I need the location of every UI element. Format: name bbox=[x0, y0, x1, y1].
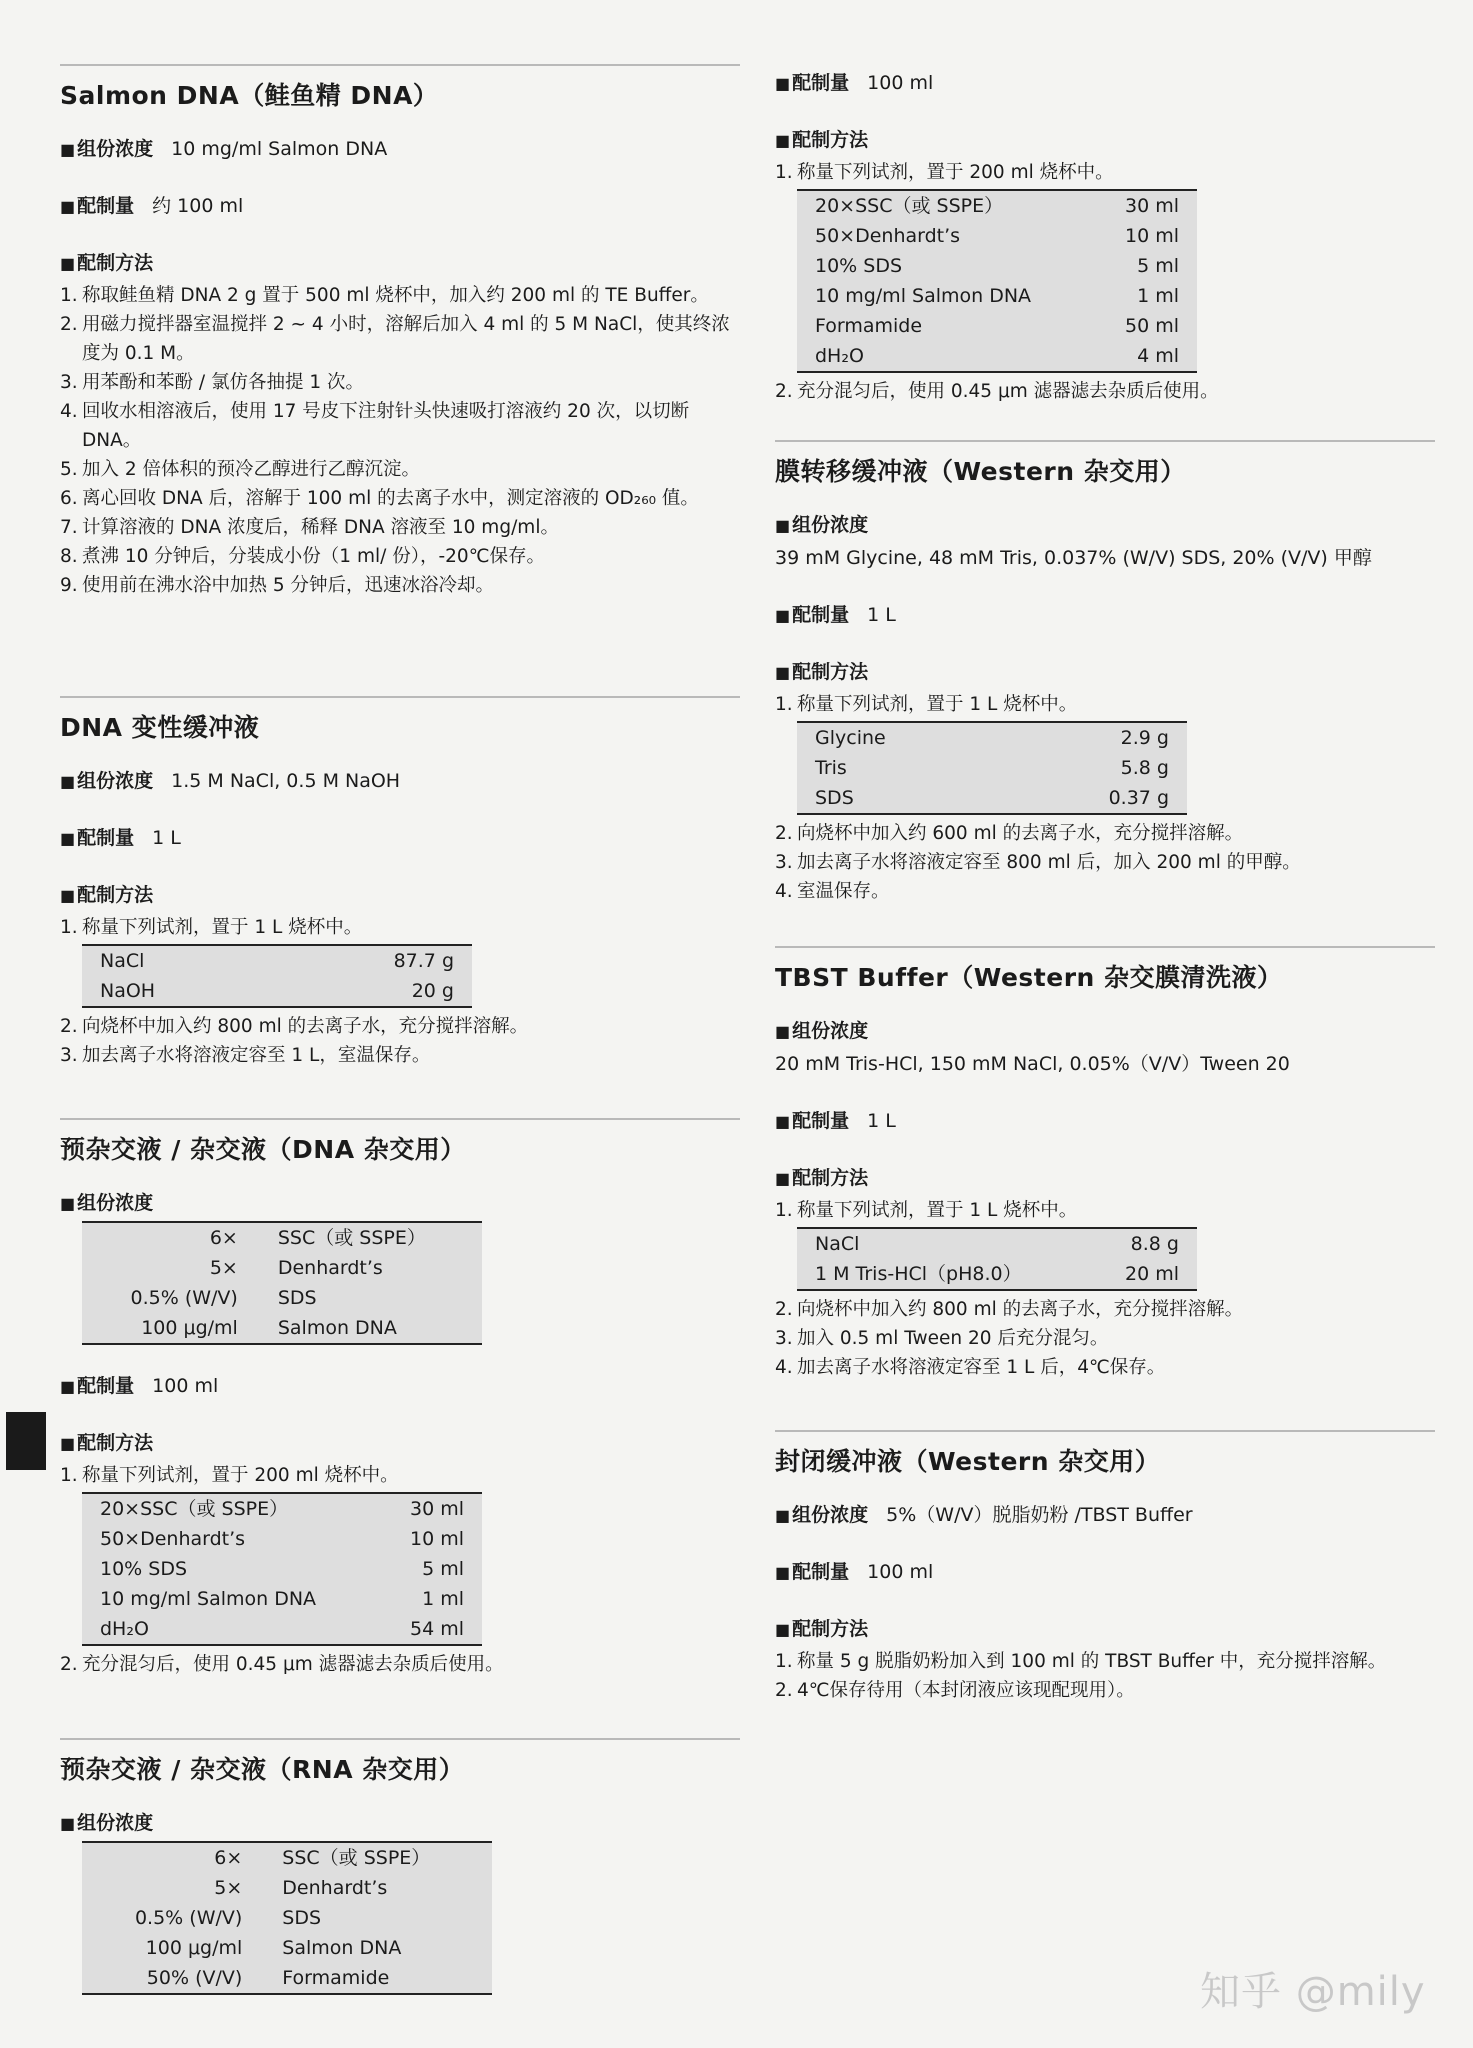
method-steps bbox=[60, 913, 740, 942]
list-item: 3. 用苯酚和苯酚 / 氯仿各抽提 1 次。 bbox=[60, 372, 365, 393]
method-label: ■ 配制方法 bbox=[60, 1428, 740, 1455]
list-item: 1. 称量下列试剂，置于 1 L 烧杯中。 bbox=[775, 1200, 1078, 1221]
list-item: 1. 称量下列试剂，置于 200 ml 烧杯中。 bbox=[60, 1465, 399, 1486]
method-label: ■ 配制方法 bbox=[60, 880, 740, 907]
method-steps-cont bbox=[60, 1012, 740, 1070]
composition-table bbox=[82, 1841, 492, 1995]
section-salmon-dna bbox=[60, 64, 740, 600]
table-row: dH₂O 4 ml bbox=[815, 345, 1179, 367]
conc-value: 20 mM Tris-HCl, 150 mM NaCl, 0.05%（V/V）Tween 20 bbox=[775, 1053, 1290, 1075]
divider bbox=[775, 1430, 1435, 1432]
conc-value: 39 mM Glycine, 48 mM Tris, 0.037% (W/V) SDS, 20% (V/V) 甲醇 bbox=[775, 547, 1372, 569]
table-row: 0.5% (W/V) SDS bbox=[130, 1287, 317, 1309]
section-title: 封闭缓冲液（Western 杂交用） bbox=[775, 1447, 1161, 1476]
list-item: 1. 称量下列试剂，置于 1 L 烧杯中。 bbox=[60, 917, 363, 938]
method-steps bbox=[60, 281, 740, 600]
table-row: 1 M Tris-HCl（pH8.0） 20 ml bbox=[815, 1263, 1179, 1285]
method-steps bbox=[775, 690, 1435, 719]
list-item: 5. 加入 2 倍体积的预冷乙醇进行乙醇沉淀。 bbox=[60, 459, 421, 480]
reagent-table bbox=[797, 721, 1187, 815]
method-steps-cont bbox=[60, 1650, 740, 1679]
list-item: 4. 回收水相溶液后，使用 17 号皮下注射针头快速吸打溶液约 20 次，以切断 DNA。 bbox=[60, 401, 690, 451]
reagent-table bbox=[82, 944, 472, 1008]
method-steps bbox=[60, 1461, 740, 1490]
section-dna-denaturation bbox=[60, 696, 740, 1070]
table-row: 6× SSC（或 SSPE） bbox=[209, 1227, 426, 1249]
watermark: 知乎 @mily bbox=[1200, 1969, 1426, 2015]
list-item: 2. 向烧杯中加入约 800 ml 的去离子水，充分搅拌溶解。 bbox=[60, 1016, 529, 1037]
section-prehyb-dna bbox=[60, 1118, 740, 1679]
volume-field: ■ 配制量 约 100 ml bbox=[60, 191, 740, 218]
list-item: 3. 加去离子水将溶液定容至 1 L，室温保存。 bbox=[60, 1045, 431, 1066]
list-item: 4. 室温保存。 bbox=[775, 881, 890, 902]
list-item: 2. 4℃保存待用（本封闭液应该现配现用）。 bbox=[775, 1680, 1135, 1701]
table-row: NaCl 87.7 g bbox=[100, 950, 454, 972]
conc-field: ■ 组份浓度 10 mg/ml Salmon DNA bbox=[60, 134, 740, 161]
conc-field: ■ 组份浓度 5%（W/V）脱脂奶粉 /TBST Buffer bbox=[775, 1500, 1435, 1527]
list-item: 1. 称量下列试剂，置于 1 L 烧杯中。 bbox=[775, 694, 1078, 715]
table-row: Formamide 50 ml bbox=[815, 315, 1179, 337]
list-item: 2. 充分混匀后，使用 0.45 μm 滤器滤去杂质后使用。 bbox=[60, 1654, 504, 1675]
table-row: 6× SSC（或 SSPE） bbox=[214, 1847, 431, 1869]
volume-field: ■ 配制量 1 L bbox=[60, 823, 740, 850]
conc-field: ■ 组份浓度 1.5 M NaCl, 0.5 M NaOH bbox=[60, 766, 740, 793]
divider bbox=[775, 440, 1435, 442]
table-row: NaOH 20 g bbox=[100, 980, 454, 1002]
table-row: 10 mg/ml Salmon DNA 1 ml bbox=[815, 285, 1179, 307]
section-title: 预杂交液 / 杂交液（DNA 杂交用） bbox=[60, 1135, 466, 1164]
section-title: 膜转移缓冲液（Western 杂交用） bbox=[775, 457, 1186, 486]
conc-label: ■ 组份浓度 bbox=[775, 1016, 1435, 1043]
table-row: Glycine 2.9 g bbox=[815, 727, 1169, 749]
section-transfer-buffer bbox=[775, 440, 1435, 906]
composition-table bbox=[82, 1221, 482, 1345]
divider bbox=[60, 1118, 740, 1120]
method-label: ■ 配制方法 bbox=[775, 1614, 1435, 1641]
table-row: 5× Denhardt’s bbox=[214, 1877, 388, 1899]
conc-label: ■ 组份浓度 bbox=[60, 1188, 740, 1215]
table-row: 0.5% (W/V) SDS bbox=[134, 1907, 322, 1929]
method-steps-cont bbox=[775, 1295, 1435, 1382]
list-item: 9. 使用前在沸水浴中加热 5 分钟后，迅速冰浴冷却。 bbox=[60, 575, 495, 596]
method-label: ■ 配制方法 bbox=[60, 248, 740, 275]
list-item: 1. 称取鲑鱼精 DNA 2 g 置于 500 ml 烧杯中，加入约 200 ml 的 TE Buffer。 bbox=[60, 285, 709, 306]
table-row: NaCl 8.8 g bbox=[815, 1233, 1179, 1255]
method-label: ■ 配制方法 bbox=[775, 657, 1435, 684]
table-row: 100 μg/ml Salmon DNA bbox=[145, 1937, 402, 1959]
table-row: 20×SSC（或 SSPE） 30 ml bbox=[815, 195, 1179, 217]
list-item: 3. 加去离子水将溶液定容至 800 ml 后，加入 200 ml 的甲醇。 bbox=[775, 852, 1301, 873]
section-prehyb-rna-cont bbox=[775, 68, 1435, 406]
table-row: Tris 5.8 g bbox=[815, 757, 1169, 779]
table-row: SDS 0.37 g bbox=[815, 787, 1169, 809]
side-index-tab bbox=[6, 1412, 46, 1470]
volume-field: ■ 配制量 1 L bbox=[775, 1106, 1435, 1133]
table-row: 50% (V/V) Formamide bbox=[146, 1967, 390, 1989]
volume-field: ■ 配制量 1 L bbox=[775, 600, 1435, 627]
table-row: 50×Denhardt’s 10 ml bbox=[815, 225, 1179, 247]
section-blocking-buffer bbox=[775, 1430, 1435, 1705]
table-row: 10% SDS 5 ml bbox=[815, 255, 1179, 277]
method-steps-cont bbox=[775, 819, 1435, 906]
list-item: 8. 煮沸 10 分钟后，分装成小份（1 ml/ 份），-20℃保存。 bbox=[60, 546, 545, 567]
table-row: 100 μg/ml Salmon DNA bbox=[141, 1317, 397, 1339]
section-tbst-buffer bbox=[775, 946, 1435, 1382]
divider bbox=[60, 696, 740, 698]
volume-field: ■ 配制量 100 ml bbox=[60, 1371, 740, 1398]
table-row: 50×Denhardt’s 10 ml bbox=[100, 1528, 464, 1550]
table-row: dH₂O 54 ml bbox=[100, 1618, 464, 1640]
section-title: Salmon DNA（鲑鱼精 DNA） bbox=[60, 81, 439, 110]
list-item: 1. 称量下列试剂，置于 200 ml 烧杯中。 bbox=[775, 162, 1114, 183]
list-item: 2. 用磁力搅拌器室温搅拌 2 ~ 4 小时，溶解后加入 4 ml 的 5 M NaCl，使其终浓度为 0.1 M。 bbox=[60, 314, 730, 364]
reagent-table bbox=[797, 189, 1197, 373]
divider bbox=[60, 1738, 740, 1740]
method-steps bbox=[775, 158, 1435, 187]
section-title: DNA 变性缓冲液 bbox=[60, 713, 260, 742]
reagent-table bbox=[797, 1227, 1197, 1291]
table-row: 10% SDS 5 ml bbox=[100, 1558, 464, 1580]
list-item: 4. 加去离子水将溶液定容至 1 L 后，4℃保存。 bbox=[775, 1357, 1166, 1378]
table-row: 5× Denhardt’s bbox=[209, 1257, 383, 1279]
list-item: 1. 称量 5 g 脱脂奶粉加入到 100 ml 的 TBST Buffer 中，充分搅拌溶解。 bbox=[775, 1651, 1387, 1672]
list-item: 2. 向烧杯中加入约 800 ml 的去离子水，充分搅拌溶解。 bbox=[775, 1299, 1244, 1320]
section-title: 预杂交液 / 杂交液（RNA 杂交用） bbox=[60, 1755, 465, 1784]
method-label: ■ 配制方法 bbox=[775, 125, 1435, 152]
table-row: 20×SSC（或 SSPE） 30 ml bbox=[100, 1498, 464, 1520]
divider bbox=[60, 64, 740, 66]
reagent-table bbox=[82, 1492, 482, 1646]
conc-label: ■ 组份浓度 bbox=[60, 1808, 740, 1835]
section-title: TBST Buffer（Western 杂交膜清洗液） bbox=[775, 963, 1283, 992]
volume-field: ■ 配制量 100 ml bbox=[775, 68, 1435, 95]
method-steps bbox=[775, 1196, 1435, 1225]
method-label: ■ 配制方法 bbox=[775, 1163, 1435, 1190]
method-steps-cont bbox=[775, 377, 1435, 406]
volume-field: ■ 配制量 100 ml bbox=[775, 1557, 1435, 1584]
divider bbox=[775, 946, 1435, 948]
section-prehyb-rna bbox=[60, 1738, 740, 1999]
list-item: 2. 充分混匀后，使用 0.45 μm 滤器滤去杂质后使用。 bbox=[775, 381, 1219, 402]
list-item: 2. 向烧杯中加入约 600 ml 的去离子水，充分搅拌溶解。 bbox=[775, 823, 1244, 844]
list-item: 7. 计算溶液的 DNA 浓度后，稀释 DNA 溶液至 10 mg/ml。 bbox=[60, 517, 559, 538]
list-item: 3. 加入 0.5 ml Tween 20 后充分混匀。 bbox=[775, 1328, 1109, 1349]
list-item: 6. 离心回收 DNA 后，溶解于 100 ml 的去离子水中，测定溶液的 OD₂₆₀ 值。 bbox=[60, 488, 699, 509]
method-steps bbox=[775, 1647, 1435, 1705]
conc-label: ■ 组份浓度 bbox=[775, 510, 1435, 537]
table-row: 10 mg/ml Salmon DNA 1 ml bbox=[100, 1588, 464, 1610]
